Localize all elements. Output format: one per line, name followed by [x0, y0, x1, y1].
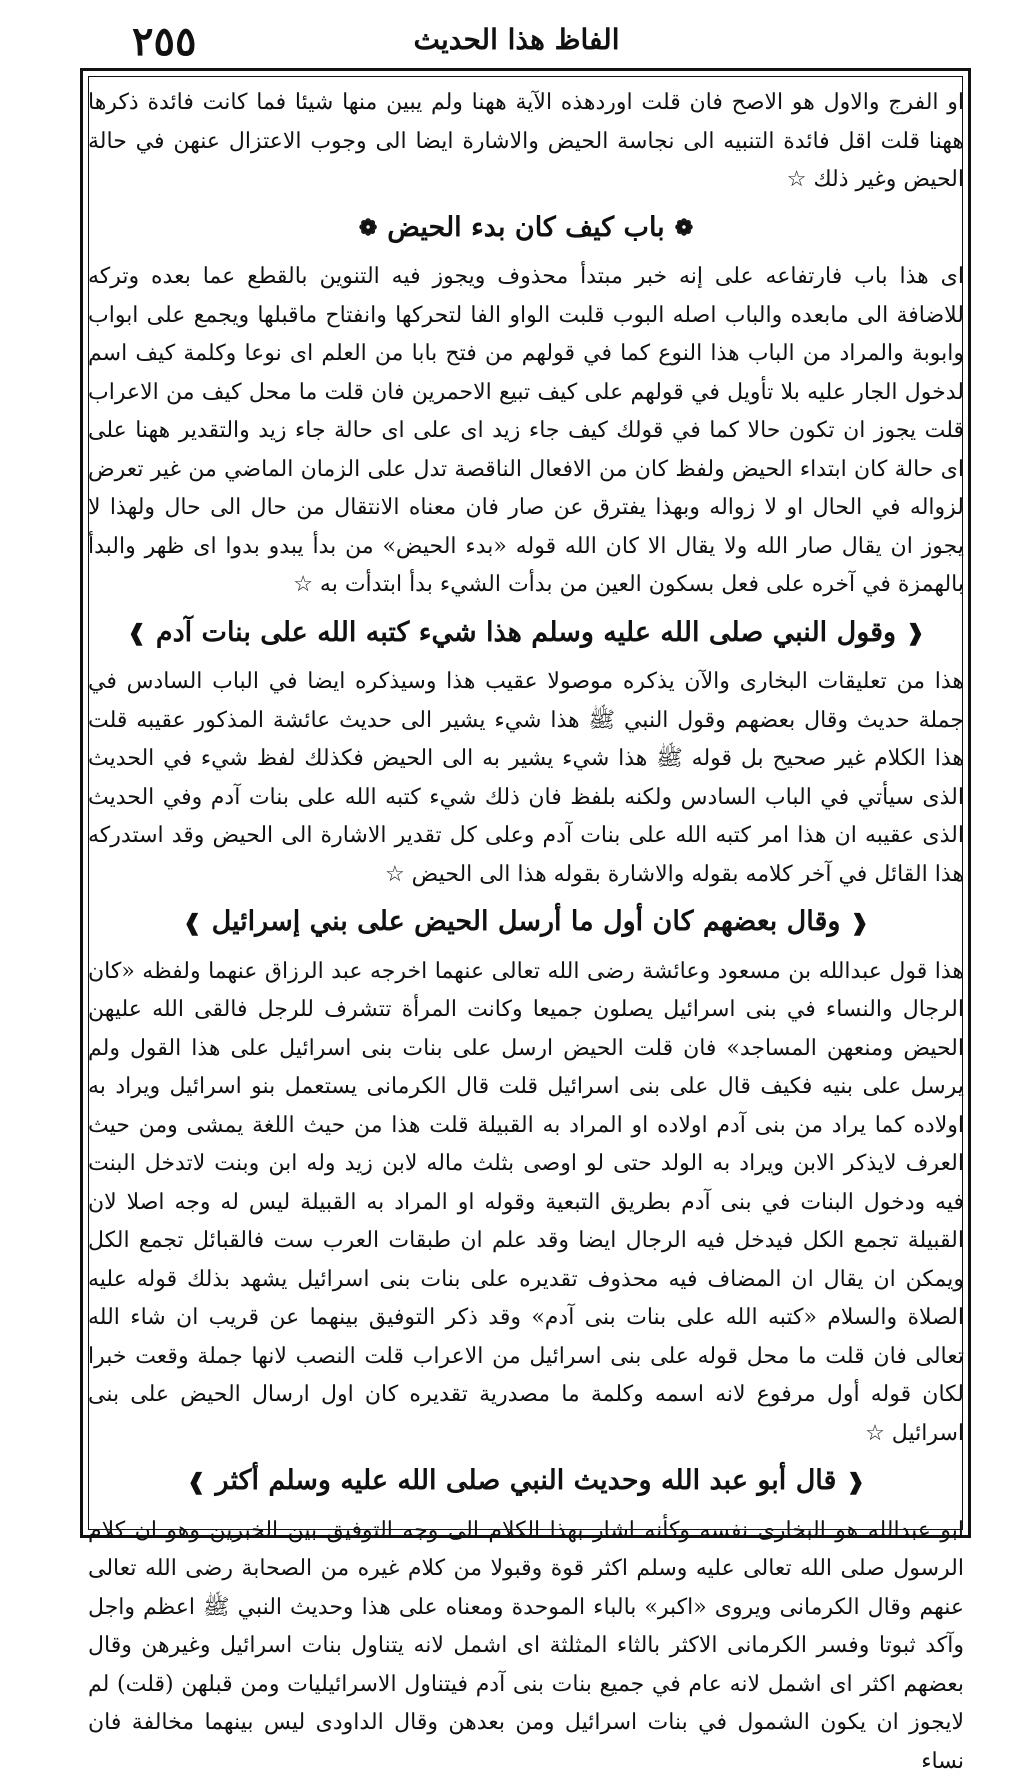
- body-text: [88, 84, 964, 1781]
- paragraph: هذا من تعليقات البخارى والآن يذكره موصولا عقيب هذا وسيذكره ايضا في الباب السادس في جملة حديث وقال بعضهم وقول النبي ﷺ هذا شيء يشير الى حديث عائشة المذكور عقيبه قلت هذا الكلام غير صحيح بل قوله ﷺ هذا شيء يشير به الى الحيض فكذلك لفظ شيء في الحديث الذى سيأتي في الباب السادس ولكنه بلفظ فان ذلك شيء كتبه الله على بنات آدم وفي الحديث الذى عقيبه ان هذا امر كتبه الله على بنات آدم وعلى كل تقدير الاشارة الى الحيض وقد استدركه هذا القائل في آخر كلامه بقوله والاشارة بقوله هذا الى الحيض ☆: [88, 663, 964, 894]
- heading-text: قال أبو عبد الله وحديث النبي صلى الله عليه وسلم أكثر: [216, 1465, 837, 1496]
- ornament-icon: ❁: [675, 208, 693, 248]
- bracket-icon: ❱: [187, 1462, 205, 1502]
- section-heading: [88, 902, 964, 943]
- paragraph: اى هذا باب فارتفاعه على إنه خبر مبتدأ محذوف ويجوز فيه التنوين بالقطع عما بعده وتركه للاضافة الى مابعده والباب اصله البوب قلبت الواو الفا لتحركها وانفتاح ماقبلها ويجمع على ابواب وابوبة والمراد من الباب هذا النوع كما في قولهم من فتح بابا من العلم اى نوعا وكلمة كيف اسم لدخول الجار عليه بلا تأويل في قولهم على كيف تبيع الاحمرين فان قلت ما محل كيف من الاعراب قلت يجوز ان تكون حالا كما في قولك كيف جاء زيد اى على اى حالة جاء زيد والتقدير ههنا على اى حالة كان ابتداء الحيض ولفظ كان من الافعال الناقصة تدل على الزمان الماضي من غير تعرض لزواله في الحال او لا زواله وبهذا يفترق عن صار فان معناه الانتقال من حال الى حال ولهذا لا يجوز ان يقال صار الله ولا يقال الا كان الله قوله «بدء الحيض» من بدأ يبدو بدوا اى ظهر والبدأ بالهمزة في آخره على فعل بسكون العين من بدأت الشيء بدأ ابتدأت به ☆: [88, 258, 964, 605]
- bracket-icon: ❱: [183, 903, 201, 943]
- section-heading: [88, 613, 964, 654]
- bracket-icon: ❰: [846, 1462, 864, 1502]
- paragraph: او الفرج والاول هو الاصح فان قلت اوردهذه الآية ههنا ولم يبين منها شيئا فما كانت فائدة ذكرها ههنا قلت اقل فائدة التنبيه الى نجاسة الحيض والاشارة ايضا الى وجوب الاعتزال عنهن في حالة الحيض وغير ذلك ☆: [88, 84, 964, 200]
- bracket-icon: ❰: [906, 613, 924, 653]
- section-heading: [88, 208, 964, 249]
- bracket-icon: ❰: [850, 903, 868, 943]
- running-title: الفاظ هذا الحديث: [0, 26, 1033, 54]
- heading-text: وقول النبي صلى الله عليه وسلم هذا شيء كتبه الله على بنات آدم: [156, 617, 896, 648]
- ornament-icon: ❁: [359, 208, 377, 248]
- heading-text: باب كيف كان بدء الحيض: [387, 212, 664, 243]
- paragraph: هذا قول عبدالله بن مسعود وعائشة رضى الله تعالى عنهما اخرجه عبد الرزاق عنهما ولفظه «كان الرجال والنساء في بنى اسرائيل يصلون جميعا وكانت المرأة تتشرف للرجل فالقى الله عليهن الحيض ومنعهن المساجد» فان قلت الحيض ارسل على بنات بنى اسرائيل على هذا القول ولم يرسل على بنيه فكيف قال على بنى اسرائيل قلت قال الكرمانى يستعمل بنو اسرائيل ويراد به اولاده كما يراد من بنى آدم اولاده او المراد به القبيلة قلت هذا من حيث اللغة يمشى ومن حيث العرف لايذكر الابن ويراد به الولد حتى لو اوصى بثلث ماله لابن زيد وله ابن وبنت لاتدخل البنت فيه ودخول البنات في بنى آدم بطريق التبعية وقوله او المراد به القبيلة ليس له وجه اصلا لان القبيلة تجمع الكل فيدخل فيه الرجال ايضا وقد علم ان طبقات العرب ست فالقبائل تجمع الكل ويمكن ان يقال ان المضاف فيه محذوف تقديره على بنات بنى اسرائيل يشهد بذلك قوله عليه الصلاة والسلام «كتبه الله على بنات بنى آدم» وقد ذكر التوفيق بينهما عن قريب ان شاء الله تعالى فان قلت ما محل قوله على بنى اسرائيل من الاعراب قلت النصب لانها جملة وقعت خبرا لكان قوله أول مرفوع لانه اسمه وكلمة ما مصدرية تقديره كان اول ارسال الحيض على بنى اسرائيل ☆: [88, 953, 964, 1454]
- heading-text: وقال بعضهم كان أول ما أرسل الحيض على بني إسرائيل: [212, 906, 841, 937]
- bracket-icon: ❱: [127, 613, 145, 653]
- page-number: ٢٥٥: [132, 22, 196, 62]
- section-heading: [88, 1461, 964, 1502]
- paragraph: ابو عبدالله هو البخارى نفسه وكأنه اشار بهذا الكلام الى وجه التوفيق بين الخبرين وهو ان كلام الرسول صلى الله تعالى عليه وسلم اكثر قوة وقبولا من كلام غيره من الصحابة رضى الله تعالى عنهم وقال الكرمانى ويروى «اكبر» بالباء الموحدة ومعناه على هذا وحديث النبي ﷺ اعظم واجل وآكد ثبوتا وفسر الكرمانى الاكثر بالثاء المثلثة اى اشمل لانه يتناول بنات اسرائيل وغيرهن وقال بعضهم اكثر اى اشمل لانه عام في جميع بنات بنى آدم فيتناول الاسرائيليات ومن قبلهن (قلت) لم لايجوز ان يكون الشمول في بنات اسرائيل ومن بعدهن وقال الداودى ليس بينهما مخالفة فان نساء: [88, 1512, 964, 1781]
